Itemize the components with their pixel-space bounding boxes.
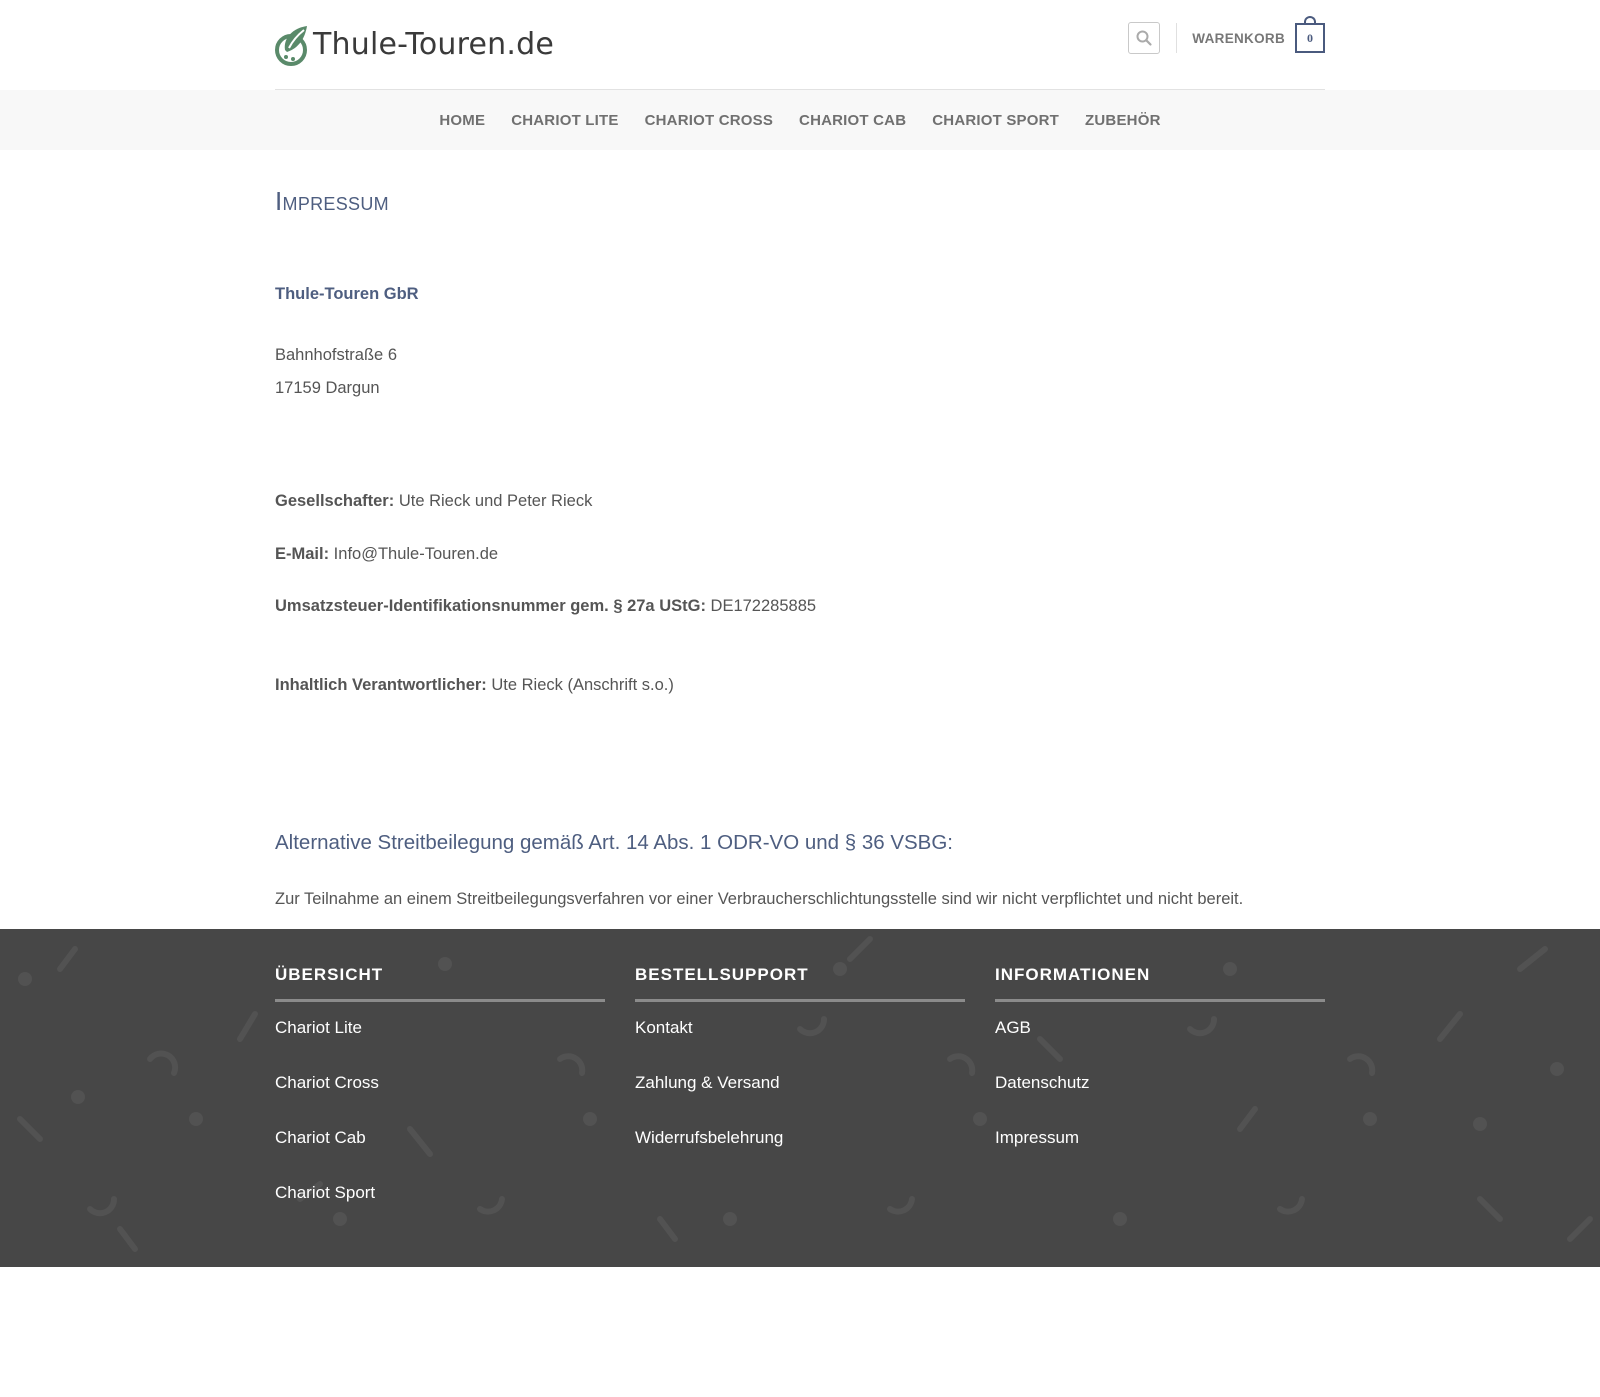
dispute-title: Alternative Streitbeilegung gemäß Art. 14 Abs. 1 ODR-VO und § 36 VSBG: <box>275 831 953 854</box>
search-icon <box>1136 30 1152 46</box>
partners-label: Gesellschafter: <box>275 492 395 510</box>
footer-link-zahlung-versand[interactable]: Zahlung & Versand <box>635 1073 780 1092</box>
main-content <box>0 150 1600 929</box>
email-label: E-Mail: <box>275 545 330 563</box>
footer-link-chariot-cross[interactable]: Chariot Cross <box>275 1073 379 1092</box>
partners-line <box>275 492 1325 511</box>
partners-value: Ute Rieck und Peter Rieck <box>394 492 593 510</box>
footer-link-chariot-sport[interactable]: Chariot Sport <box>275 1183 376 1202</box>
header-actions <box>1128 22 1325 54</box>
footer-column-title: BESTELLSUPPORT <box>635 965 965 1002</box>
dispute-text: Zur Teilnahme an einem Streitbeilegungsverfahren vor einer Verbraucherschlichtungsstelle sind wir nicht verpflichtet und nicht bereit. <box>275 890 1244 908</box>
nav-item-chariot-sport[interactable]: CHARIOT SPORT <box>932 111 1060 129</box>
footer-link-agb[interactable]: AGB <box>995 1018 1031 1037</box>
site-footer <box>0 929 1600 1289</box>
email-value[interactable]: Info@Thule-Touren.de <box>329 545 499 563</box>
nav-item-chariot-lite[interactable]: CHARIOT LITE <box>511 111 619 129</box>
responsible-value: Ute Rieck (Anschrift s.o.) <box>486 676 674 694</box>
email-line <box>275 545 1325 564</box>
nav-item-chariot-cab[interactable]: CHARIOT CAB <box>799 111 907 129</box>
nav-item-chariot-cross[interactable]: CHARIOT CROSS <box>644 111 774 129</box>
cart-count-badge[interactable]: 0 <box>1295 23 1325 53</box>
footer-column-information <box>995 965 1325 1204</box>
footer-link-datenschutz[interactable]: Datenschutz <box>995 1073 1090 1092</box>
responsible-label: Inhaltlich Verantwortlicher: <box>275 676 487 694</box>
search-button[interactable] <box>1128 22 1160 54</box>
vat-value: DE172285885 <box>705 597 817 615</box>
logo-text: Thule-Touren.de <box>313 27 554 62</box>
nav-item-zubehoer[interactable]: ZUBEHÖR <box>1085 111 1161 129</box>
nav-item-home[interactable]: HOME <box>439 111 486 129</box>
vat-line <box>275 597 1325 616</box>
footer-link-impressum[interactable]: Impressum <box>995 1128 1080 1147</box>
footer-link-chariot-lite[interactable]: Chariot Lite <box>275 1018 362 1037</box>
responsible-line <box>275 676 1325 695</box>
footer-column-overview <box>275 965 605 1204</box>
page-title: Impressum <box>275 186 389 216</box>
header-divider <box>1176 23 1177 53</box>
main-nav <box>0 90 1600 150</box>
price-notice: Alle Preise inkl. gesetzl. Mehrwertsteuer zzgl. Versandkosten, wenn nicht anders beschrieben. Die durchgestrichenen Preise entsprechen dem UVP. <box>324 1273 1276 1289</box>
address-block <box>275 339 1325 405</box>
footer-column-order-support <box>635 965 965 1204</box>
vat-label: Umsatzsteuer-Identifikationsnummer gem. § 27a UStG: <box>275 597 706 615</box>
footer-link-kontakt[interactable]: Kontakt <box>635 1018 693 1037</box>
site-header <box>0 0 1600 90</box>
footer-column-title: INFORMATIONEN <box>995 965 1325 1002</box>
company-name: Thule-Touren GbR <box>275 285 419 303</box>
cart-link[interactable]: WARENKORB <box>1192 30 1285 46</box>
footer-link-widerrufsbelehrung[interactable]: Widerrufsbelehrung <box>635 1128 784 1147</box>
address-city: 17159 Dargun <box>275 379 380 397</box>
address-street: Bahnhofstraße 6 <box>275 346 397 364</box>
site-logo[interactable] <box>275 24 554 66</box>
footer-column-title: ÜBERSICHT <box>275 965 605 1002</box>
leaf-logo-icon <box>275 24 309 66</box>
footer-link-chariot-cab[interactable]: Chariot Cab <box>275 1128 366 1147</box>
